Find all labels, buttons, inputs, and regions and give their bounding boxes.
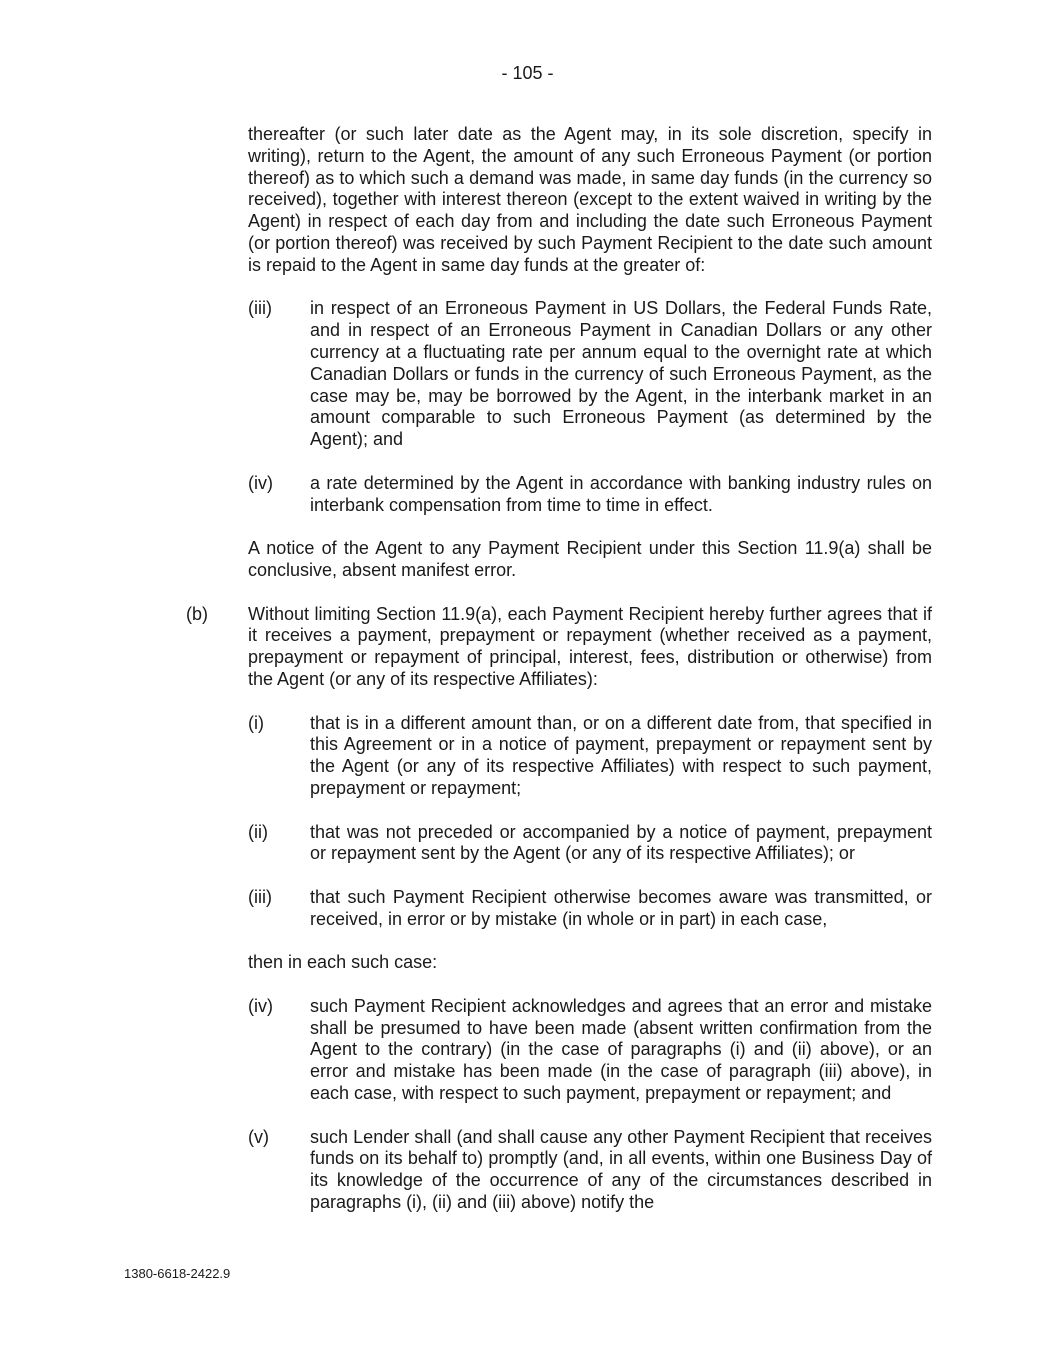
list-label: (iv) — [248, 472, 273, 493]
list-item-condition-i — [248, 713, 932, 800]
list-text: such Payment Recipient acknowledges and agrees that an error and mistake shall be presumed to have been made (absent written confirmation from the Agent to the contrary) (in the case of paragraphs (i) and (ii) above), or an error and mistake has been made (in the case of paragraph (iii) above), in each case, with respect to such payment, prepayment or repayment; and — [310, 995, 932, 1104]
document-id: 1380-6618-2422.9 — [124, 1266, 231, 1281]
document-body — [186, 124, 932, 1214]
list-label: (i) — [248, 712, 264, 733]
list-label: (v) — [248, 1126, 269, 1147]
list-text: that is in a different amount than, or on a different date from, that specified in this Agreement or in a notice of payment, prepayment or repayment sent by the Agent (or any of its respective Affiliates) with respect to such payment, prepayment or repayment; — [310, 712, 932, 798]
list-text: a rate determined by the Agent in accordance with banking industry rules on interbank compensation from time to time in effect. — [310, 472, 932, 515]
list-item-condition-ii — [248, 822, 932, 866]
list-text: that was not preceded or accompanied by a notice of payment, prepayment or repayment sent by the Agent (or any of its respective Affiliates); or — [310, 821, 932, 864]
list-text: that such Payment Recipient otherwise becomes aware was transmitted, or received, in error or by mistake (in whole or in part) in each case, — [310, 886, 932, 929]
then-paragraph: then in each such case: — [248, 952, 438, 973]
list-item-rate-iii — [248, 298, 932, 451]
section-text: Without limiting Section 11.9(a), each Payment Recipient hereby further agrees that if it receives a payment, prepayment or repayment (whether received as a payment, prepayment or repayment of principal, interest, fees, distribution or otherwise) from the Agent (or any of its respective Affiliates): — [248, 603, 932, 689]
list-text: such Lender shall (and shall cause any other Payment Recipient that receives funds on its behalf to) promptly (and, in all events, within one Business Day of its knowledge of the occurrence of any of the circumstances described in paragraphs (i), (ii) and (iii) above) notify the — [310, 1126, 932, 1213]
list-label: (ii) — [248, 821, 268, 842]
section-b — [186, 604, 932, 691]
intro-paragraph: thereafter (or such later date as the Agent may, in its sole discretion, specify in writing), return to the Agent, the amount of any such Erroneous Payment (or portion thereof) as to which such a demand was made, in same day funds (in the currency so received), together with interest thereon (except to the extent waived in writing by the Agent) in respect of each day from and including the date such Erroneous Payment (or portion thereof) was received by such Payment Recipient to the date such amount is repaid to the Agent in same day funds at the greater of: — [248, 124, 932, 275]
section-label: (b) — [186, 603, 208, 624]
list-item-condition-iii — [248, 887, 932, 931]
list-label: (iv) — [248, 995, 273, 1016]
notice-paragraph: A notice of the Agent to any Payment Recipient under this Section 11.9(a) shall be conclusive, absent manifest error. — [248, 538, 932, 580]
list-item-consequence-v — [248, 1127, 932, 1214]
list-label: (iii) — [248, 298, 272, 319]
page-number: - 105 - — [501, 63, 554, 83]
list-label: (iii) — [248, 886, 272, 907]
list-item-consequence-iv — [248, 996, 932, 1105]
list-item-rate-iv — [248, 473, 932, 517]
list-text: in respect of an Erroneous Payment in US Dollars, the Federal Funds Rate, and in respect of an Erroneous Payment in Canadian Dollars or any other currency at a fluctuating rate per annum equal to the overnight rate at which Canadian Dollars or funds in the currency of such Erroneous Payment, as the case may be, may be borrowed by the Agent, in the interbank market in an amount comparable to such Erroneous Payment (as determined by the Agent); and — [310, 298, 932, 450]
